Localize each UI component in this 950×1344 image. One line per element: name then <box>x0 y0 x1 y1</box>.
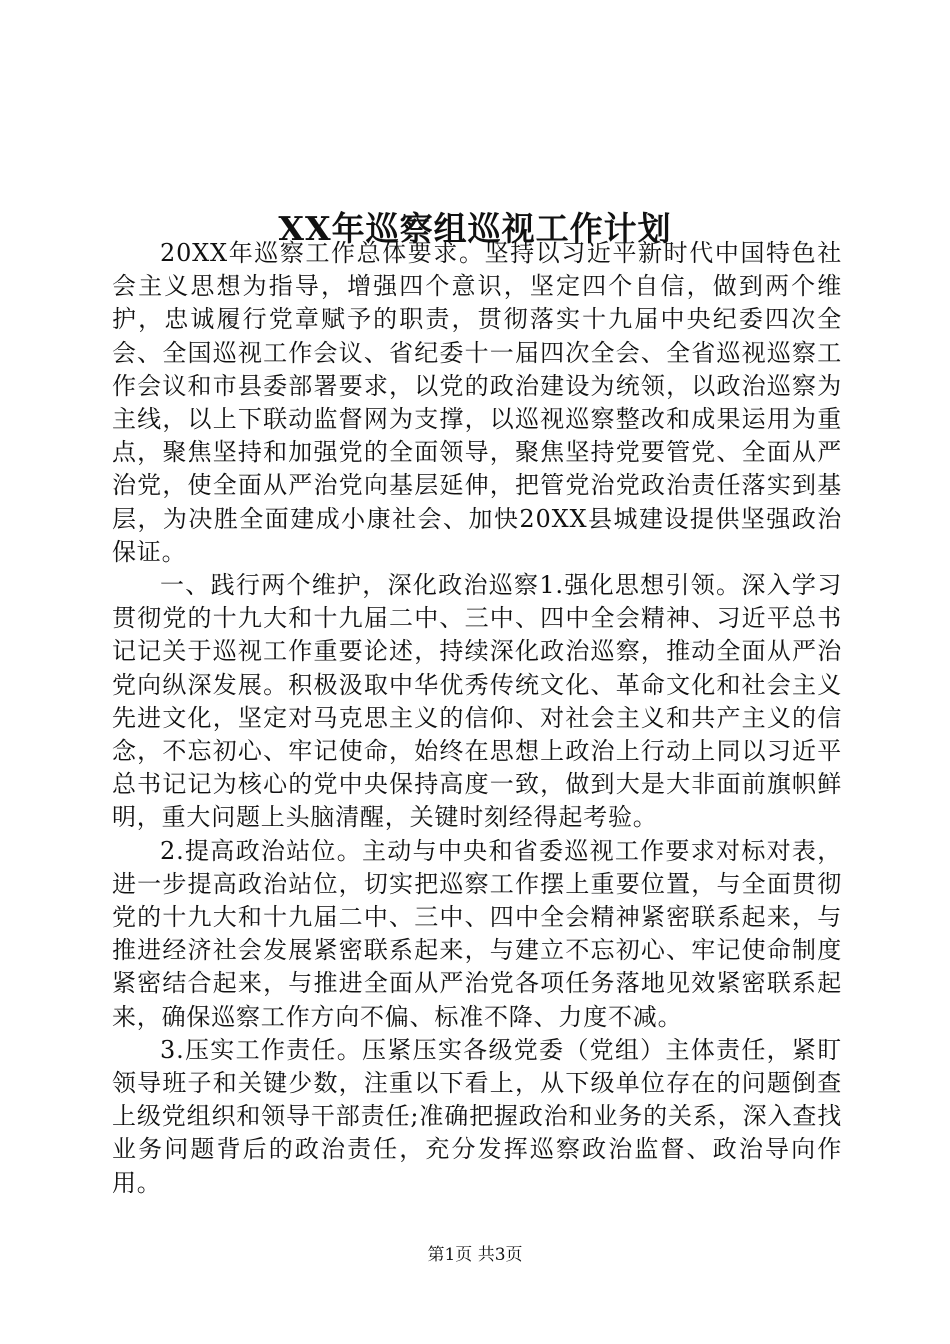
document-body <box>112 237 842 1200</box>
paragraph-overall-requirements: 20XX年巡察工作总体要求。坚持以习近平新时代中国特色社会主义思想为指导，增强四个意识，坚定四个自信，做到两个维护，忠诚履行党章赋予的职责，贯彻落实十九届中央纪委四次全会、全国巡视工作会议、省纪委十一届四次全会、全省巡视巡察工作会议和市县委部署要求，以党的政治建设为统领，以政治巡察为主线，以上下联动监督网为支撑，以巡视巡察整改和成果运用为重点，聚焦坚持和加强党的全面领导，聚焦坚持党要管党、全面从严治党，使全面从严治党向基层延伸，把管党治党政治责任落实到基层，为决胜全面建成小康社会、加快20XX县城建设提供坚强政治保证。 <box>112 239 842 566</box>
paragraph-political-standing: 2.提高政治站位。主动与中央和省委巡视工作要求对标对表，进一步提高政治站位，切实把巡察工作摆上重要位置，与全面贯彻党的十九大和十九届二中、三中、四中全会精神紧密联系起来，与推进经济社会发展紧密联系起来，与建立不忘初心、牢记使命制度紧密结合起来，与推进全面从严治党各项任务落地见效紧密联系起来，确保巡察工作方向不偏、标准不降、力度不减。 <box>112 836 842 1031</box>
paragraph-work-responsibility: 3.压实工作责任。压紧压实各级党委（党组）主体责任，紧盯领导班子和关键少数，注重以下看上，从下级单位存在的问题倒查上级党组织和领导干部责任;准确把握政治和业务的关系，深入查找业务问题背后的政治责任，充分发挥巡察政治监督、政治导向作用。 <box>112 1035 842 1197</box>
page-footer: 第1页 共3页 <box>427 1245 523 1265</box>
document-title: XX年巡察组巡视工作计划 <box>278 209 672 249</box>
paragraph-section-one: 一、践行两个维护，深化政治巡察1.强化思想引领。深入学习贯彻党的十九大和十九届二中、三中、四中全会精神、习近平总书记记关于巡视工作重要论述，持续深化政治巡察，推动全面从严治党向纵深发展。积极汲取中华优秀传统文化、革命文化和社会主义先进文化，坚定对马克思主义的信仰、对社会主义和共产主义的信念，不忘初心、牢记使命，始终在思想上政治上行动上同以习近平总书记记为核心的党中央保持高度一致，做到大是大非面前旗帜鲜明，重大问题上头脑清醒，关键时刻经得起考验。 <box>112 571 842 832</box>
